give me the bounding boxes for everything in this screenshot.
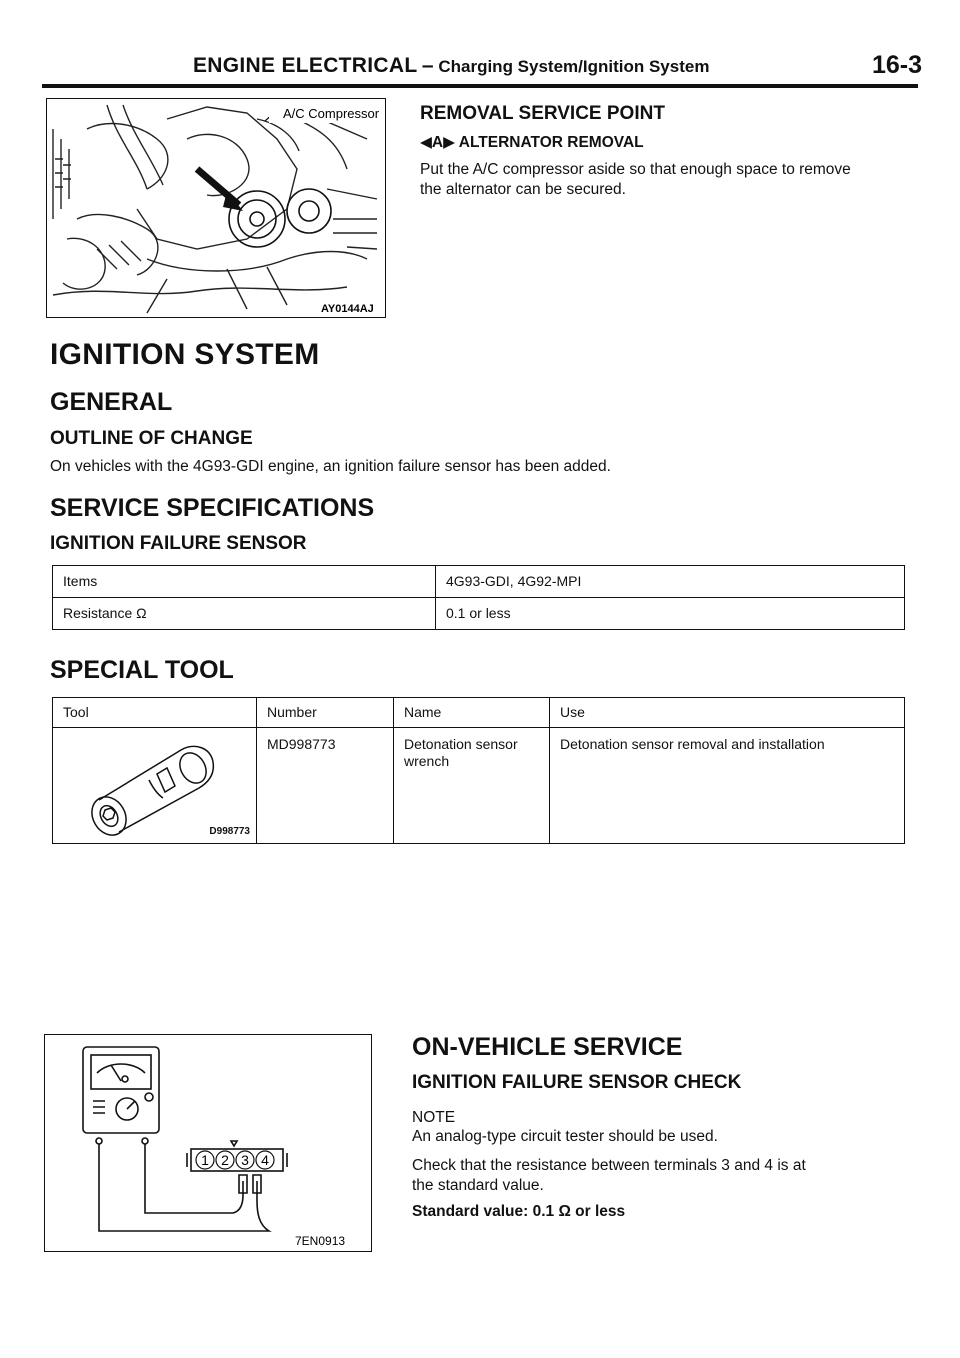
- sensor-check-heading: IGNITION FAILURE SENSOR CHECK: [412, 1072, 742, 1093]
- standard-value: Standard value: 0.1 Ω or less: [412, 1203, 626, 1220]
- terminal-2-label: 2: [221, 1152, 229, 1168]
- tool-name-line1: Detonation sensor: [404, 736, 518, 752]
- note-label: NOTE: [412, 1109, 456, 1126]
- table-cell: Resistance Ω: [53, 598, 436, 630]
- check-text-line2: the standard value.: [412, 1177, 544, 1194]
- header-separator: –: [421, 54, 434, 77]
- specifications-table: [52, 565, 905, 630]
- detonation-sensor-wrench-drawing: [53, 728, 253, 842]
- note-text: An analog-type circuit tester should be used.: [412, 1128, 718, 1145]
- removal-text-line2: the alternator can be secured.: [420, 181, 626, 198]
- ignition-failure-sensor-heading: IGNITION FAILURE SENSOR: [50, 533, 307, 554]
- page-number: 16-3: [871, 51, 922, 79]
- tool-number: MD998773: [257, 728, 394, 844]
- table-header-row: [53, 698, 905, 728]
- outline-text: On vehicles with the 4G93-GDI engine, an ignition failure sensor has been added.: [50, 458, 611, 475]
- outline-heading: OUTLINE OF CHANGE: [50, 428, 253, 449]
- ac-compressor-figure: [46, 98, 386, 318]
- special-tool-table: [52, 697, 905, 844]
- terminal-3-label: 3: [241, 1152, 249, 1168]
- general-heading: GENERAL: [50, 388, 173, 416]
- figure2-code: 7EN0913: [295, 1234, 346, 1248]
- alternator-removal-title: ALTERNATOR REMOVAL: [458, 134, 644, 151]
- column-header-name: Name: [394, 698, 550, 728]
- table-cell: 0.1 or less: [436, 598, 905, 630]
- tool-image-cell: [53, 728, 257, 844]
- check-text-line1: Check that the resistance between terminals 3 and 4 is at: [412, 1157, 806, 1174]
- table-cell: 4G93-GDI, 4G92-MPI: [436, 566, 905, 598]
- engine-bay-drawing: [47, 99, 385, 317]
- table-row: [53, 728, 905, 844]
- service-marker: ◀A▶: [420, 134, 456, 151]
- table-row: [53, 566, 905, 598]
- terminal-4-label: 4: [261, 1152, 269, 1168]
- alternator-removal-subheading: [420, 133, 644, 152]
- on-vehicle-service-heading: ON-VEHICLE SERVICE: [412, 1033, 683, 1061]
- ac-compressor-label: A/C Compressor: [283, 106, 380, 121]
- special-tool-heading: SPECIAL TOOL: [50, 656, 234, 684]
- tool-name-cell: [394, 728, 550, 844]
- circuit-tester-drawing: [45, 1035, 371, 1251]
- column-header-tool: Tool: [53, 698, 257, 728]
- column-header-use: Use: [550, 698, 905, 728]
- page-header: [193, 54, 709, 78]
- table-cell: Items: [53, 566, 436, 598]
- table-row: [53, 598, 905, 630]
- tool-use: Detonation sensor removal and installation: [550, 728, 905, 844]
- column-header-number: Number: [257, 698, 394, 728]
- ignition-system-title: IGNITION SYSTEM: [50, 338, 320, 371]
- terminal-1-label: 1: [201, 1152, 209, 1168]
- header-section: ENGINE ELECTRICAL: [193, 54, 418, 77]
- removal-text-line1: Put the A/C compressor aside so that enough space to remove: [420, 161, 851, 178]
- circuit-tester-figure: [44, 1034, 372, 1252]
- figure1-code: AY0144AJ: [321, 303, 374, 315]
- header-subtitle: Charging System/Ignition System: [438, 57, 710, 76]
- tool-image-code: D998773: [209, 826, 250, 837]
- removal-heading: REMOVAL SERVICE POINT: [420, 103, 665, 124]
- service-specifications-heading: SERVICE SPECIFICATIONS: [50, 494, 375, 522]
- header-rule: [42, 84, 918, 88]
- tool-name-line2: wrench: [404, 753, 450, 769]
